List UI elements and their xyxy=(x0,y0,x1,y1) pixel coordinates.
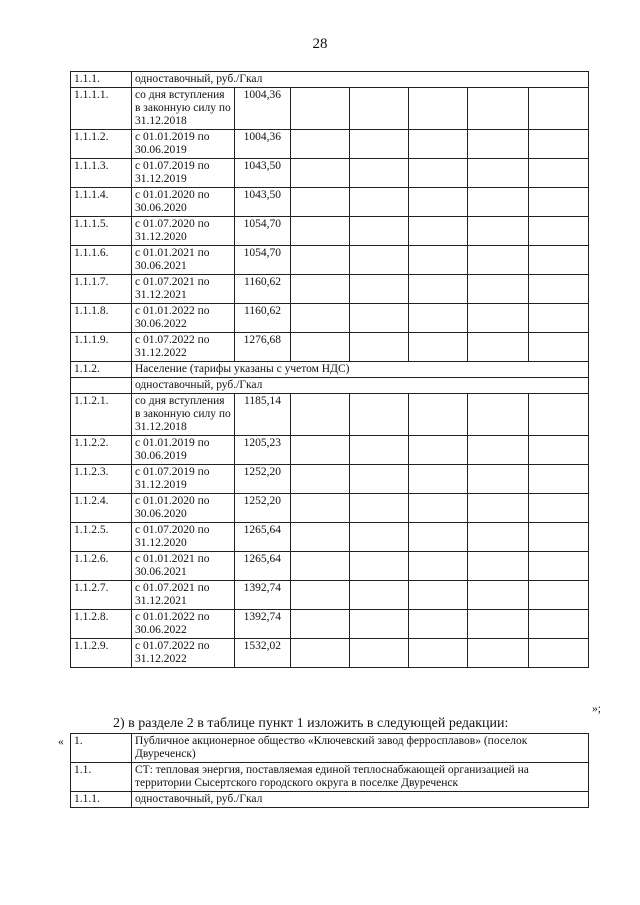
table-row xyxy=(71,639,589,668)
tariff-table xyxy=(70,71,589,668)
period-cell: с 01.07.2019 по 31.12.2019 xyxy=(132,159,235,188)
empty-cell xyxy=(409,217,468,246)
period-cell: с 01.01.2019 по 30.06.2019 xyxy=(132,436,235,465)
empty-cell xyxy=(291,494,350,523)
row-number: 1.1.2.7. xyxy=(71,581,132,610)
tariff-value: 1043,50 xyxy=(235,159,291,188)
empty-cell xyxy=(409,88,468,130)
empty-cell xyxy=(529,304,589,333)
period-cell: с 01.07.2021 по 31.12.2021 xyxy=(132,275,235,304)
table-row xyxy=(71,610,589,639)
empty-cell xyxy=(350,159,409,188)
table-row xyxy=(71,436,589,465)
empty-cell xyxy=(291,639,350,668)
empty-cell xyxy=(468,217,529,246)
empty-cell xyxy=(468,88,529,130)
period-cell: со дня вступления в законную силу по 31.12.2018 xyxy=(132,394,235,436)
empty-cell xyxy=(529,130,589,159)
tariff-value: 1043,50 xyxy=(235,188,291,217)
empty-cell xyxy=(350,610,409,639)
row-number: 1.1.2. xyxy=(71,362,132,378)
empty-cell xyxy=(409,494,468,523)
empty-cell xyxy=(350,581,409,610)
empty-cell xyxy=(291,581,350,610)
table-row xyxy=(71,734,589,763)
empty-cell xyxy=(409,304,468,333)
empty-cell xyxy=(529,246,589,275)
closing-quote: »; xyxy=(592,703,601,715)
empty-cell xyxy=(529,159,589,188)
empty-cell xyxy=(468,275,529,304)
empty-cell xyxy=(468,639,529,668)
period-cell: с 01.01.2022 по 30.06.2022 xyxy=(132,304,235,333)
empty-cell xyxy=(529,394,589,436)
empty-cell xyxy=(291,130,350,159)
row-number: 1.1.1.8. xyxy=(71,304,132,333)
page-number: 28 xyxy=(312,36,328,52)
empty-cell xyxy=(529,188,589,217)
empty-cell xyxy=(291,217,350,246)
table-row xyxy=(71,275,589,304)
tariff-value: 1004,36 xyxy=(235,88,291,130)
section-label: Население (тарифы указаны с учетом НДС) xyxy=(132,362,589,378)
empty-cell xyxy=(291,552,350,581)
period-cell: с 01.07.2020 по 31.12.2020 xyxy=(132,217,235,246)
empty-cell xyxy=(468,523,529,552)
empty-cell xyxy=(409,188,468,217)
empty-cell xyxy=(350,436,409,465)
empty-cell xyxy=(291,394,350,436)
empty-cell xyxy=(529,88,589,130)
empty-cell xyxy=(291,465,350,494)
table-row xyxy=(71,552,589,581)
empty-cell xyxy=(350,246,409,275)
tariff-value: 1004,36 xyxy=(235,130,291,159)
empty-cell xyxy=(468,581,529,610)
table-row xyxy=(71,246,589,275)
empty-cell xyxy=(529,552,589,581)
empty-cell xyxy=(291,159,350,188)
empty-cell xyxy=(409,436,468,465)
row-number: 1.1.1.4. xyxy=(71,188,132,217)
row-number: 1.1.1.6. xyxy=(71,246,132,275)
tariff-value: 1252,20 xyxy=(235,494,291,523)
empty-cell xyxy=(468,130,529,159)
empty-cell xyxy=(291,275,350,304)
period-cell: с 01.07.2019 по 31.12.2019 xyxy=(132,465,235,494)
period-cell: с 01.07.2020 по 31.12.2020 xyxy=(132,523,235,552)
row-number: 1.1.1. xyxy=(71,792,132,808)
table-row xyxy=(71,188,589,217)
row-number: 1.1.1.2. xyxy=(71,130,132,159)
row-text: одноставочный, руб./Гкал xyxy=(132,792,589,808)
empty-cell xyxy=(71,378,132,394)
empty-cell xyxy=(350,188,409,217)
empty-cell xyxy=(350,304,409,333)
row-number: 1.1.1.7. xyxy=(71,275,132,304)
period-cell: с 01.07.2022 по 31.12.2022 xyxy=(132,333,235,362)
table-row xyxy=(71,523,589,552)
row-number: 1.1.1. xyxy=(71,72,132,88)
empty-cell xyxy=(468,188,529,217)
row-number: 1.1.1.3. xyxy=(71,159,132,188)
empty-cell xyxy=(291,88,350,130)
empty-cell xyxy=(291,246,350,275)
section-label: одноставочный, руб./Гкал xyxy=(132,72,589,88)
period-cell: с 01.07.2021 по 31.12.2021 xyxy=(132,581,235,610)
empty-cell xyxy=(529,275,589,304)
row-number: 1.1.2.5. xyxy=(71,523,132,552)
empty-cell xyxy=(350,394,409,436)
period-cell: со дня вступления в законную силу по 31.12.2018 xyxy=(132,88,235,130)
period-cell: с 01.01.2021 по 30.06.2021 xyxy=(132,552,235,581)
empty-cell xyxy=(529,436,589,465)
table-row xyxy=(71,394,589,436)
empty-cell xyxy=(468,436,529,465)
empty-cell xyxy=(468,394,529,436)
tariff-value: 1265,64 xyxy=(235,552,291,581)
tariff-value: 1160,62 xyxy=(235,275,291,304)
row-number: 1.1.2.8. xyxy=(71,610,132,639)
row-number: 1.1.2.2. xyxy=(71,436,132,465)
period-cell: с 01.01.2021 по 30.06.2021 xyxy=(132,246,235,275)
empty-cell xyxy=(529,639,589,668)
empty-cell xyxy=(468,465,529,494)
empty-cell xyxy=(350,639,409,668)
row-number: 1. xyxy=(71,734,132,763)
tariff-value: 1160,62 xyxy=(235,304,291,333)
empty-cell xyxy=(291,304,350,333)
empty-cell xyxy=(291,188,350,217)
tariff-value: 1054,70 xyxy=(235,246,291,275)
tariff-value: 1054,70 xyxy=(235,217,291,246)
empty-cell xyxy=(409,333,468,362)
row-number: 1.1.2.3. xyxy=(71,465,132,494)
table-row xyxy=(71,159,589,188)
tariff-value: 1185,14 xyxy=(235,394,291,436)
empty-cell xyxy=(468,494,529,523)
empty-cell xyxy=(350,552,409,581)
table-row xyxy=(71,333,589,362)
empty-cell xyxy=(468,159,529,188)
empty-cell xyxy=(468,610,529,639)
table-row xyxy=(71,763,589,792)
empty-cell xyxy=(409,130,468,159)
table-row xyxy=(71,88,589,130)
table-row xyxy=(71,465,589,494)
period-cell: с 01.01.2019 по 30.06.2019 xyxy=(132,130,235,159)
row-number: 1.1.2.1. xyxy=(71,394,132,436)
empty-cell xyxy=(529,217,589,246)
empty-cell xyxy=(409,465,468,494)
instruction-text: 2) в разделе 2 в таблице пункт 1 изложить в следующей редакции: xyxy=(113,716,509,731)
table-row xyxy=(71,304,589,333)
opening-quote: « xyxy=(58,736,64,748)
section2-table xyxy=(70,733,589,808)
tariff-value: 1276,68 xyxy=(235,333,291,362)
tariff-value: 1265,64 xyxy=(235,523,291,552)
empty-cell xyxy=(409,394,468,436)
table-row xyxy=(71,72,589,88)
row-number: 1.1.1.9. xyxy=(71,333,132,362)
empty-cell xyxy=(291,436,350,465)
row-number: 1.1.2.9. xyxy=(71,639,132,668)
empty-cell xyxy=(350,130,409,159)
tariff-value: 1392,74 xyxy=(235,581,291,610)
table-row xyxy=(71,378,589,394)
tariff-value: 1392,74 xyxy=(235,610,291,639)
empty-cell xyxy=(350,333,409,362)
empty-cell xyxy=(409,523,468,552)
row-text: Публичное акционерное общество «Ключевский завод ферросплавов» (поселок Двуреченск) xyxy=(132,734,589,763)
empty-cell xyxy=(350,88,409,130)
period-cell: с 01.07.2022 по 31.12.2022 xyxy=(132,639,235,668)
empty-cell xyxy=(529,333,589,362)
empty-cell xyxy=(468,552,529,581)
empty-cell xyxy=(529,610,589,639)
empty-cell xyxy=(409,610,468,639)
row-number: 1.1. xyxy=(71,763,132,792)
tariff-value: 1252,20 xyxy=(235,465,291,494)
period-cell: с 01.01.2020 по 30.06.2020 xyxy=(132,188,235,217)
empty-cell xyxy=(529,494,589,523)
empty-cell xyxy=(468,333,529,362)
empty-cell xyxy=(529,581,589,610)
period-cell: с 01.01.2022 по 30.06.2022 xyxy=(132,610,235,639)
table-row xyxy=(71,217,589,246)
empty-cell xyxy=(529,465,589,494)
empty-cell xyxy=(350,494,409,523)
table-row xyxy=(71,581,589,610)
row-number: 1.1.2.6. xyxy=(71,552,132,581)
empty-cell xyxy=(409,275,468,304)
table-row xyxy=(71,494,589,523)
empty-cell xyxy=(350,465,409,494)
empty-cell xyxy=(468,304,529,333)
empty-cell xyxy=(291,333,350,362)
empty-cell xyxy=(409,581,468,610)
period-cell: с 01.01.2020 по 30.06.2020 xyxy=(132,494,235,523)
empty-cell xyxy=(409,552,468,581)
empty-cell xyxy=(350,523,409,552)
empty-cell xyxy=(291,523,350,552)
row-text: СТ: тепловая энергия, поставляемая единой теплоснабжающей организацией на территории Сысертского городского округа в поселке Двуреченск xyxy=(132,763,589,792)
table-row xyxy=(71,130,589,159)
section-label: одноставочный, руб./Гкал xyxy=(132,378,589,394)
table-row xyxy=(71,792,589,808)
row-number: 1.1.2.4. xyxy=(71,494,132,523)
empty-cell xyxy=(409,639,468,668)
table-row xyxy=(71,362,589,378)
empty-cell xyxy=(350,217,409,246)
empty-cell xyxy=(409,246,468,275)
row-number: 1.1.1.1. xyxy=(71,88,132,130)
tariff-value: 1205,23 xyxy=(235,436,291,465)
empty-cell xyxy=(529,523,589,552)
row-number: 1.1.1.5. xyxy=(71,217,132,246)
empty-cell xyxy=(291,610,350,639)
empty-cell xyxy=(350,275,409,304)
empty-cell xyxy=(409,159,468,188)
tariff-value: 1532,02 xyxy=(235,639,291,668)
empty-cell xyxy=(468,246,529,275)
